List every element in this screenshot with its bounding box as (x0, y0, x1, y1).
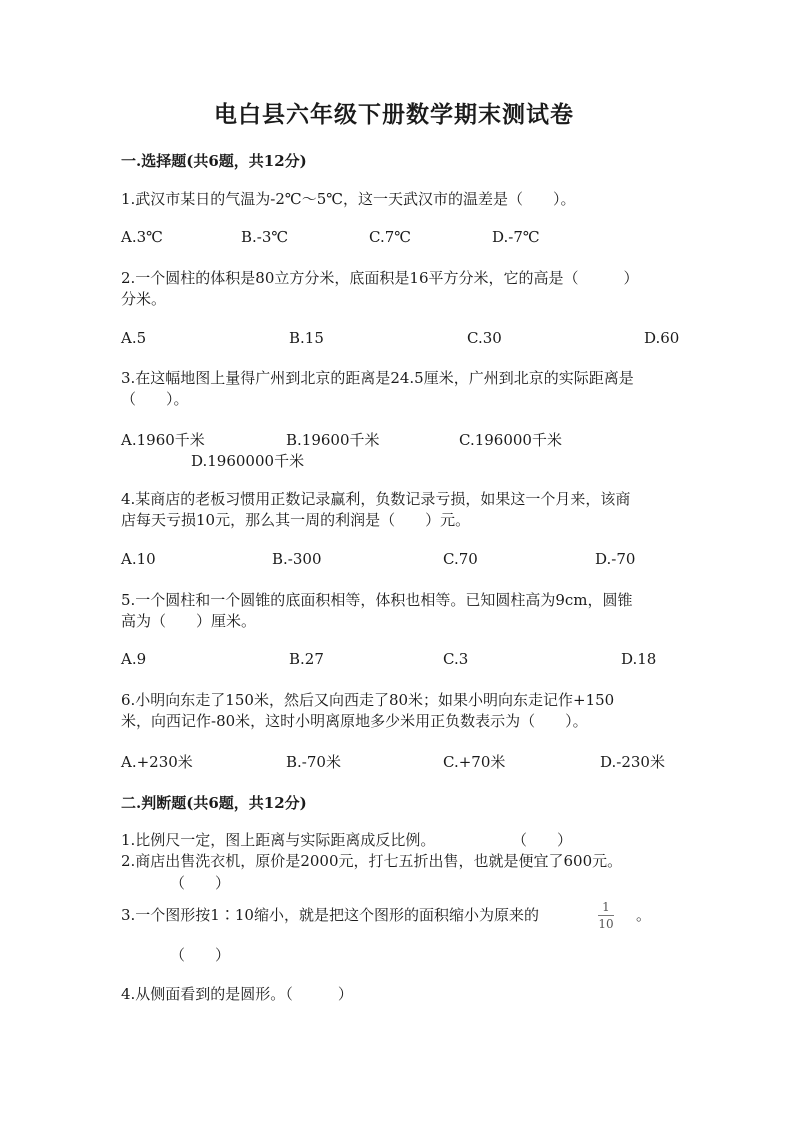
page-title: 电白县六年级下册数学期末测试卷 (214, 101, 574, 128)
q1-option-d: D.-7℃ (492, 228, 540, 246)
q2-option-b: B.15 (289, 329, 324, 347)
fraction-numerator: 1 (602, 900, 610, 914)
q2-option-c: C.30 (467, 329, 502, 347)
q1-option-b: B.-3℃ (241, 228, 289, 246)
q5-option-c: C.3 (443, 650, 469, 668)
q4-option-d: D.-70 (595, 550, 636, 568)
question-6-line-1: 6.小明向东走了150米，然后又向西走了80米；如果小明向东走记作+150 (121, 691, 615, 709)
question-6-line-2: 米，向西记作-80米，这时小明离原地多少米用正负数表示为（ ）。 (121, 712, 588, 730)
q4-option-b: B.-300 (272, 550, 322, 568)
q4-option-c: C.70 (443, 550, 478, 568)
q2-option-a: A.5 (121, 329, 147, 347)
q3-option-b: B.19600千米 (286, 431, 380, 449)
q1-option-c: C.7℃ (369, 228, 412, 246)
q1-option-a: A.3℃ (121, 228, 163, 246)
tf-question-3-text: 3.一个图形按1∶10缩小，就是把这个图形的面积缩小为原来的 (121, 906, 539, 924)
q3-option-a: A.1960千米 (121, 431, 205, 449)
question-4-line-2: 店每天亏损10元，那么其一周的利润是（ ）元。 (121, 511, 471, 529)
q5-option-d: D.18 (621, 650, 657, 668)
fraction-bar (598, 915, 614, 916)
q3-option-d: D.1960000千米 (191, 452, 305, 470)
tf-question-4-text: 4.从侧面看到的是圆形。（ ） (121, 985, 353, 1003)
q5-option-b: B.27 (289, 650, 324, 668)
tf-question-1-blank: （ ） (512, 831, 573, 849)
question-5-line-2: 高为（ ）厘米。 (121, 612, 257, 630)
q5-option-a: A.9 (121, 650, 147, 668)
tf-question-2-blank: （ ） (170, 874, 231, 892)
fraction-denominator: 10 (598, 917, 614, 931)
q6-option-c: C.+70米 (443, 753, 506, 771)
q3-option-c: C.196000千米 (459, 431, 562, 449)
section-heading-choice: 一.选择题(共6题，共12分) (121, 152, 307, 170)
question-2-line-1: 2.一个圆柱的体积是80立方分米，底面积是16平方分米，它的高是（ ） (121, 269, 639, 287)
question-5-line-1: 5.一个圆柱和一个圆锥的底面积相等，体积也相等。已知圆柱高为9cm，圆锥 (121, 591, 633, 609)
q4-option-a: A.10 (121, 550, 156, 568)
question-3-line-1: 3.在这幅地图上量得广州到北京的距离是24.5厘米，广州到北京的实际距离是 (121, 369, 634, 387)
question-3-line-2: （ ）。 (121, 390, 189, 408)
q6-option-b: B.-70米 (286, 753, 341, 771)
one-tenth-fraction (594, 900, 618, 931)
q6-option-a: A.+230米 (121, 753, 193, 771)
section-heading-true-false: 二.判断题(共6题，共12分) (121, 794, 307, 812)
tf-question-3-blank: （ ） (170, 946, 231, 964)
tf-question-1-text: 1.比例尺一定，图上距离与实际距离成反比例。 (121, 831, 436, 849)
q6-option-d: D.-230米 (600, 753, 665, 771)
question-4-line-1: 4.某商店的老板习惯用正数记录赢利，负数记录亏损，如果这一个月来，该商 (121, 490, 631, 508)
tf-question-3-end: 。 (636, 906, 652, 924)
question-1-text: 1.武汉市某日的气温为-2℃～5℃，这一天武汉市的温差是（ ）。 (121, 190, 576, 208)
question-2-line-2: 分米。 (121, 290, 167, 308)
q2-option-d: D.60 (644, 329, 680, 347)
tf-question-2-text: 2.商店出售洗衣机，原价是2000元，打七五折出售，也就是便宜了600元。 (121, 852, 623, 870)
